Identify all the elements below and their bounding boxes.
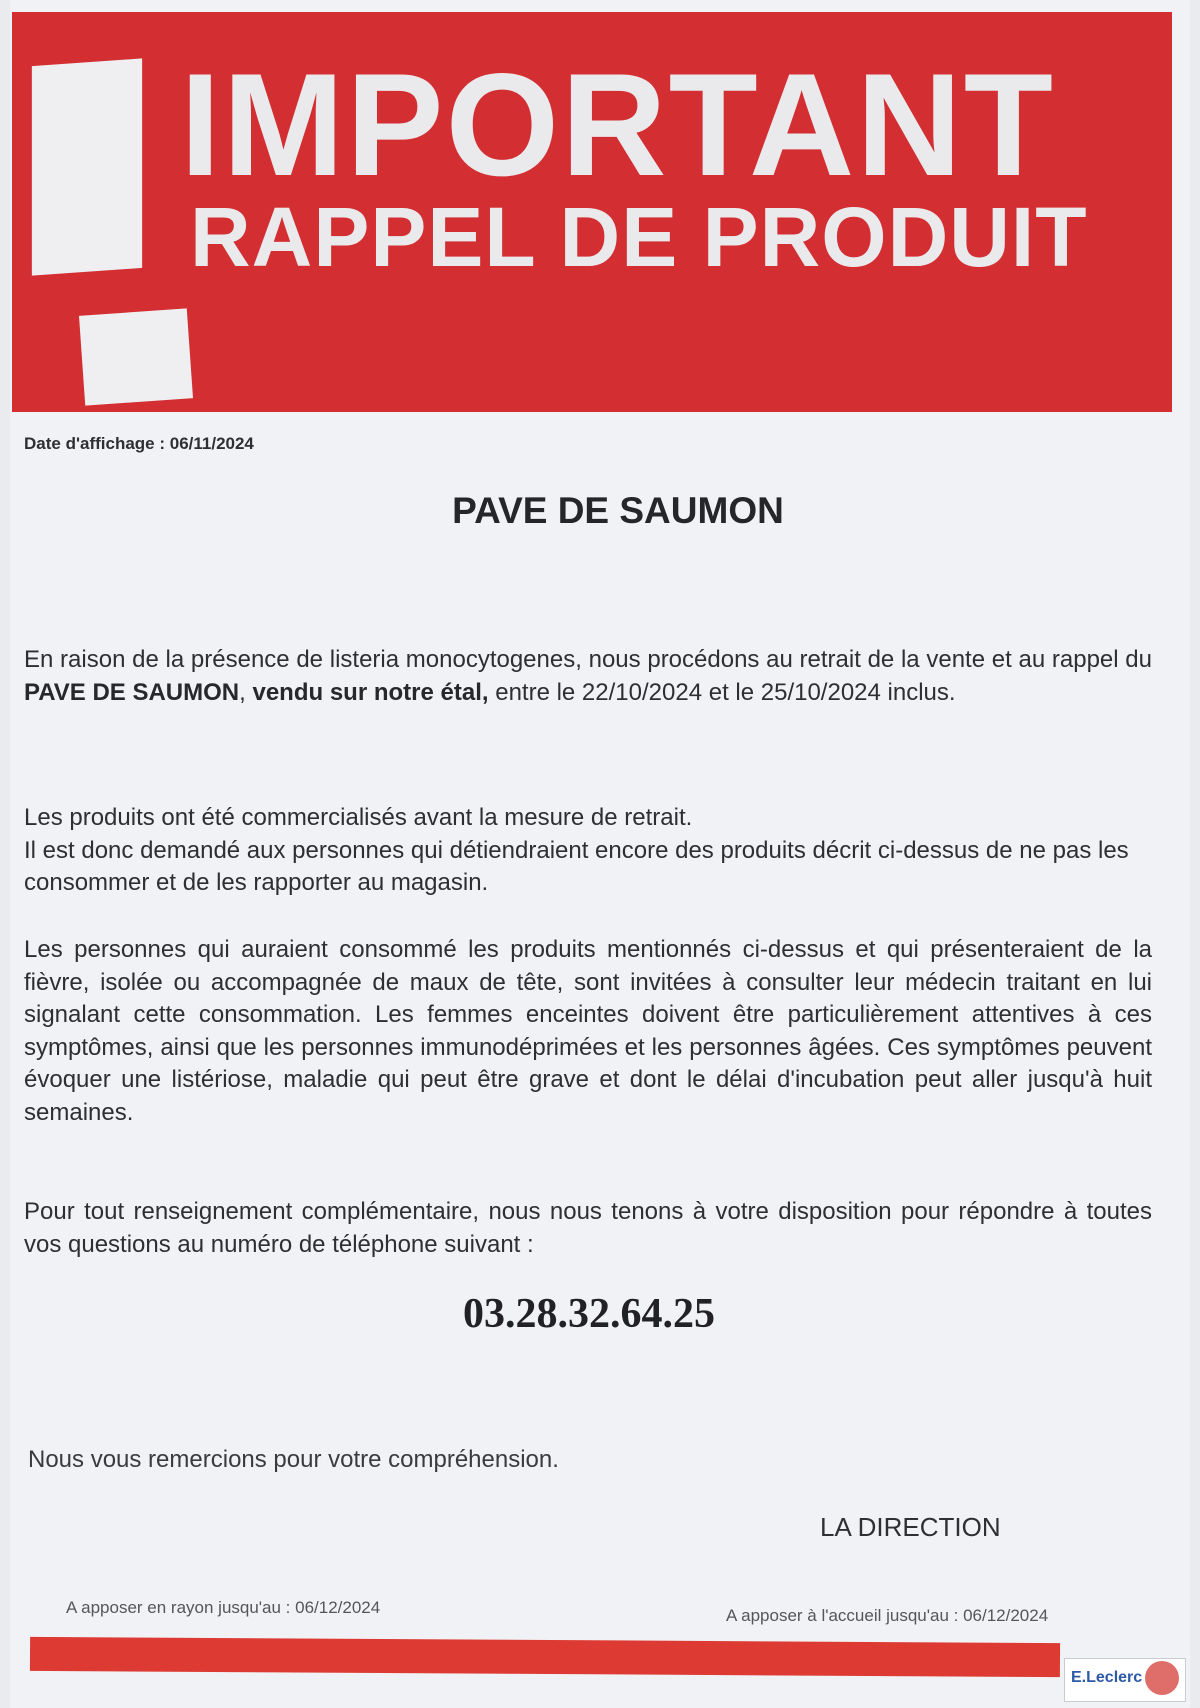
withdrawal-line-2: Il est donc demandé aux personnes qui détiendraient encore des produits décrit ci-dessus de ne pas les consommer et de les rapporter au magasin. (24, 836, 1129, 896)
thanks-text: Nous vous remercions pour votre compréhension. (28, 1446, 559, 1473)
withdrawal-line-1: Les produits ont été commercialisés avant la mesure de retrait. (24, 804, 693, 831)
recall-separator: , (239, 678, 253, 706)
exclamation-dot-shape (79, 308, 193, 405)
footer-shelf-date: A apposer en rayon jusqu'au : 06/12/2024 (66, 1598, 381, 1617)
red-banner (12, 12, 1172, 412)
recall-paragraph (24, 644, 1152, 709)
footer-red-bar (30, 1637, 1060, 1677)
banner-title: IMPORTANT (180, 43, 1055, 206)
recall-text-start: En raison de la présence de listeria monocytogenes, nous procédons au retrait de la vente et au rappel du (24, 646, 1152, 673)
symptoms-paragraph: Les personnes qui auraient consommé les produits mentionnés ci-dessus et qui présenteraient de la fièvre, isolée ou accompagnée de maux de tête, sont invitées à consulter leur médecin traitant en lui signalant cette consommation. Les femmes enceintes doivent être particulièrement attentives à ces symptômes, ainsi que les personnes immunodéprimées et les personnes âgées. Ces symptômes peuvent évoquer une listériose, maladie qui peut être grave et dont le délai d'incubation peut aller jusqu'à huit semaines. (24, 936, 1152, 1126)
product-title: PAVE DE SAUMON (452, 490, 784, 531)
signature: LA DIRECTION (820, 1512, 1001, 1542)
store-logo (1064, 1658, 1186, 1702)
footer-reception-date: A apposer à l'accueil jusqu'au : 06/12/2024 (726, 1606, 1049, 1625)
store-logo-text: E.Leclerc (1071, 1669, 1143, 1686)
banner-subtitle: RAPPEL DE PRODUIT (190, 190, 1088, 284)
recall-text-end: entre le 22/10/2024 et le 25/10/2024 inclus. (488, 678, 956, 706)
recall-product-name: PAVE DE SAUMON (24, 678, 240, 706)
contact-paragraph: Pour tout renseignement complémentaire, nous nous tenons à votre disposition pour répondre à toutes vos questions au numéro de téléphone suivant : (24, 1198, 1152, 1258)
logo-circle-icon (1145, 1661, 1179, 1695)
display-date: Date d'affichage : 06/11/2024 (24, 434, 254, 453)
phone-number: 03.28.32.64.25 (463, 1291, 715, 1337)
recall-sold-location: vendu sur notre étal, (252, 678, 489, 706)
exclamation-bar-shape (32, 58, 142, 275)
withdrawal-paragraph (24, 802, 1152, 900)
